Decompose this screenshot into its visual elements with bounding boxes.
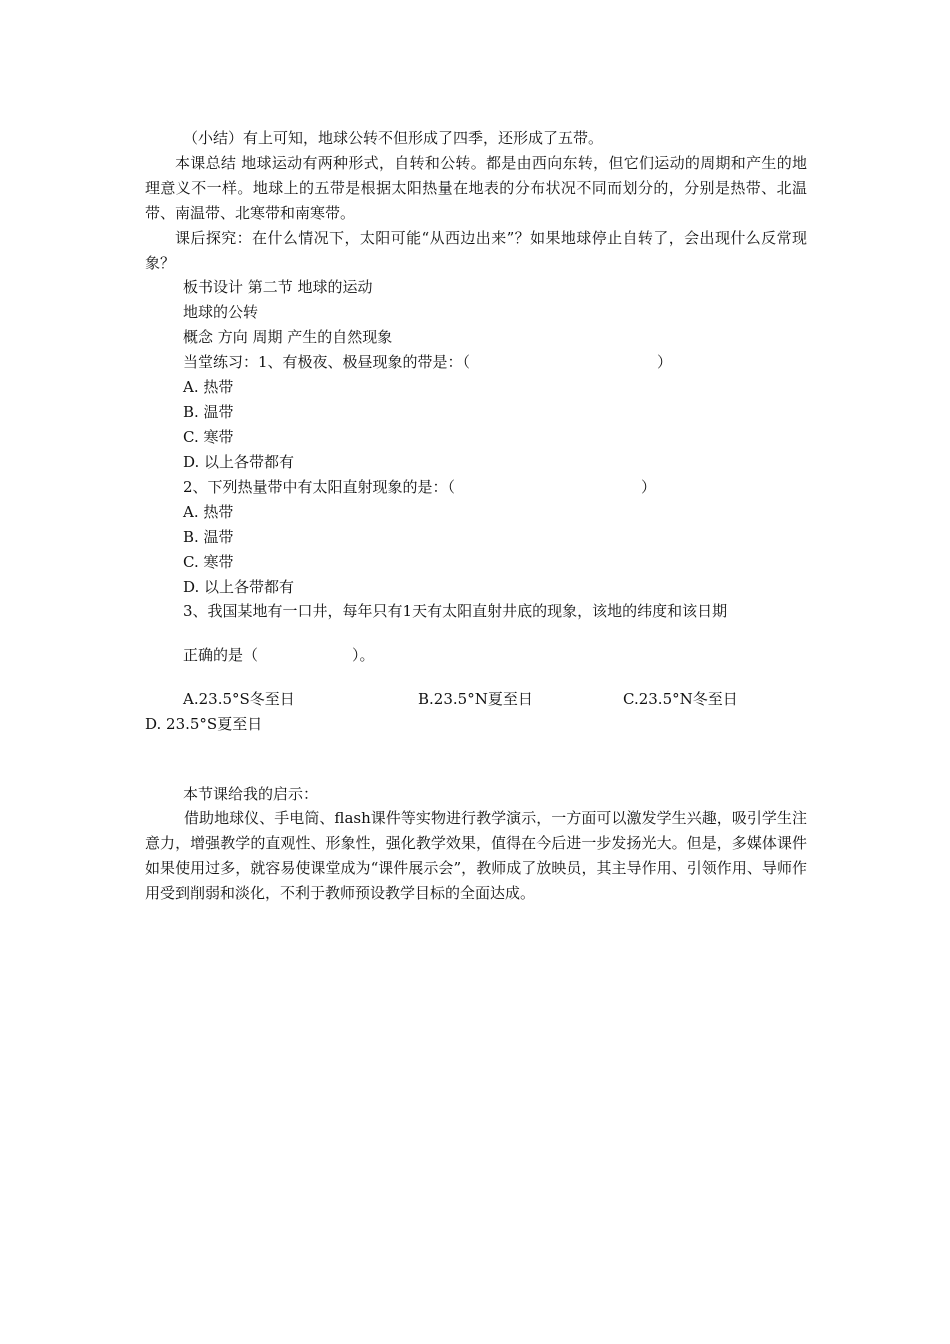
q2-option-a: A. 热带 xyxy=(183,503,234,521)
q3-bracket-close: ）。 xyxy=(352,646,375,664)
summary-line: （小结）有上可知，地球公转不但形成了四季，还形成了五带。 xyxy=(183,129,604,147)
q3-stem: 3、我国某地有一口井，每年只有1天有太阳直射井底的现象，该地的纬度和该日期 xyxy=(183,602,728,620)
q1-option-d: D. 以上各带都有 xyxy=(183,453,295,471)
q3-option-a: A.23.5°S冬至日 xyxy=(183,690,295,708)
q1-stem: 当堂练习：1、有极夜、极昼现象的带是：（ xyxy=(183,353,471,371)
q2-option-d: D. 以上各带都有 xyxy=(183,578,295,596)
q1-bracket-close: ） xyxy=(657,353,673,371)
reflection-title: 本节课给我的启示： xyxy=(183,785,319,803)
q3-option-d: D. 23.5°S夏至日 xyxy=(145,715,263,733)
q1-option-c: C. 寒带 xyxy=(183,428,234,446)
reflection-body: 借助地球仪、手电筒、flash课件等实物进行教学演示，一方面可以激发学生兴趣，吸引学生注意力，增强教学的直观性、形象性，强化教学效果，值得在今后进一步发扬光大。但是，多媒体课件如果使用过多，就容易使课堂成为“课件展示会”，教师成了放映员，其主导作用、引领作用、导师作用受到削弱和淡化，不利于教师预设教学目标的全面达成。 xyxy=(145,809,807,902)
board-design-items: 概念 方向 周期 产生的自然现象 xyxy=(183,328,393,346)
board-design-title: 板书设计 第二节 地球的运动 xyxy=(183,278,373,296)
q2-stem: 2、下列热量带中有太阳直射现象的是：（ xyxy=(183,478,456,496)
after-class-inquiry: 课后探究：在什么情况下，太阳可能“从西边出来”？如果地球停止自转了，会出现什么反常现象？ xyxy=(145,229,807,272)
q3-stem-continued: 正确的是（ xyxy=(183,646,259,664)
q2-option-b: B. 温带 xyxy=(183,528,234,546)
q3-option-b: B.23.5°N夏至日 xyxy=(418,690,533,708)
board-design-subtitle: 地球的公转 xyxy=(183,303,259,321)
q1-option-a: A. 热带 xyxy=(183,378,234,396)
q1-option-b: B. 温带 xyxy=(183,403,234,421)
q2-bracket-close: ） xyxy=(641,478,657,496)
course-summary: 本课总结 地球运动有两种形式，自转和公转。都是由西向东转，但它们运动的周期和产生的地理意义不一样。地球上的五带是根据太阳热量在地表的分布状况不同而划分的，分别是热带、北温带、南温带、北寒带和南寒带。 xyxy=(145,154,807,222)
q2-option-c: C. 寒带 xyxy=(183,553,234,571)
q3-option-c: C.23.5°N冬至日 xyxy=(623,690,738,708)
